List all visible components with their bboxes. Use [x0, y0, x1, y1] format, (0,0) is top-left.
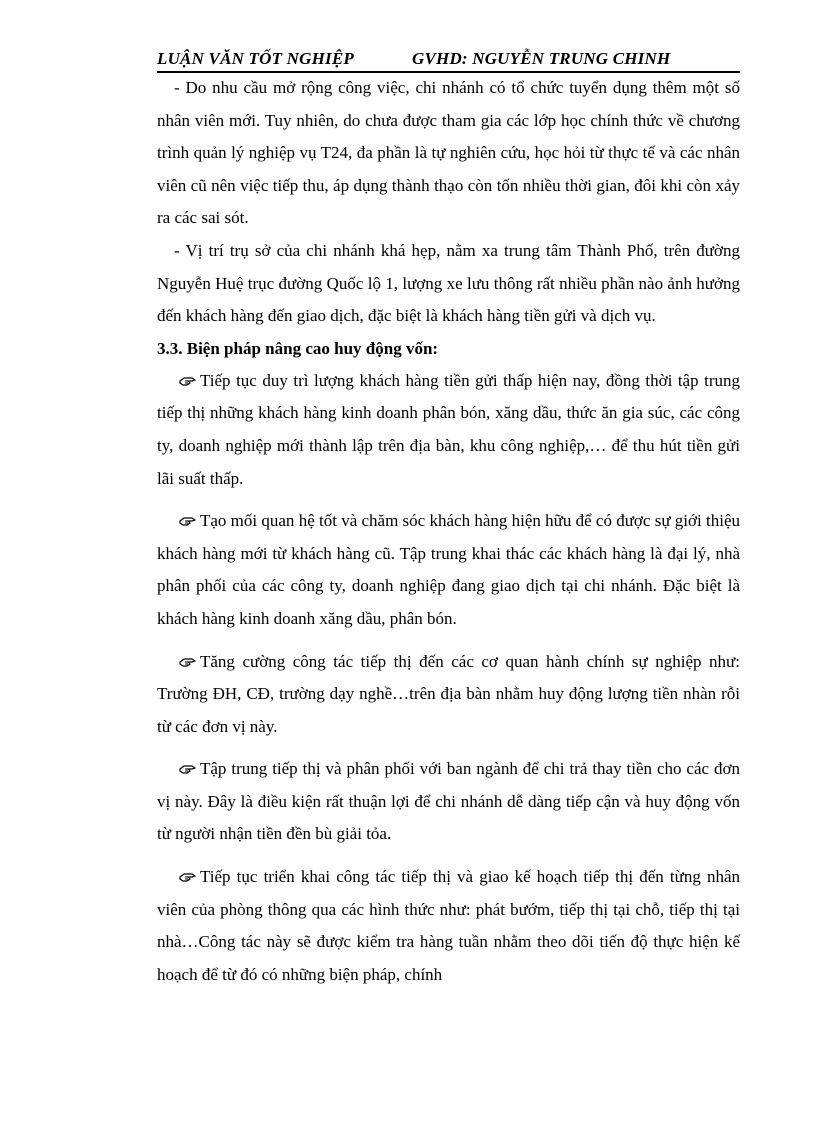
- header-thesis-title: LUẬN VĂN TỐT NGHIỆP: [157, 49, 354, 68]
- bullet-text: Tạo mối quan hệ tốt và chăm sóc khách hàng hiện hữu để có được sự giới thiệu khách hàng mới từ khách hàng cũ. Tập trung khai thác các khách hàng là đại lý, nhà phân phối của các công ty, doanh nghiệp đang giao dịch tại chi nhánh. Đặc biệt là khách hàng kinh doanh xăng dầu, phân bón.: [157, 511, 740, 628]
- pointing-hand-icon: [179, 871, 196, 883]
- document-body: [157, 72, 740, 1001]
- paragraph-staffing: - Do nhu cầu mở rộng công việc, chi nhánh có tổ chức tuyển dụng thêm một số nhân viên mới. Tuy nhiên, do chưa được tham gia các lớp học chính thức về chương trình quản lý nghiệp vụ T24, đa phần là tự nghiên cứu, học hỏi từ thực tế và các nhân viên cũ nên việc tiếp thu, áp dụng thành thạo còn tốn nhiều thời gian, đôi khi còn xảy ra các sai sót.: [157, 78, 740, 228]
- bullet-text: Tiếp tục triển khai công tác tiếp thị và giao kế hoạch tiếp thị đến từng nhân viên của phòng thông qua các hình thức như: phát bướm, tiếp thị tại chỗ, tiếp thị tại nhà…Công tác này sẽ được kiểm tra hàng tuần nhằm theo dõi tiến độ thực hiện kế hoạch để từ đó có những biện pháp, chính: [157, 867, 740, 984]
- bullet-item: [157, 646, 740, 744]
- pointing-hand-icon: [179, 375, 196, 387]
- bullet-item: [157, 505, 740, 635]
- bullet-item: [157, 753, 740, 851]
- bullet-item: [157, 365, 740, 495]
- page-header: [157, 47, 740, 73]
- bullet-text: Tập trung tiếp thị và phân phối với ban ngành để chi trả thay tiền cho các đơn vị này. Đây là điều kiện rất thuận lợi để chi nhánh dễ dàng tiếp cận và huy động vốn từ người nhận tiền đền bù giải tỏa.: [157, 759, 740, 844]
- pointing-hand-icon: [179, 515, 196, 527]
- pointing-hand-icon: [179, 656, 196, 668]
- bullet-text: Tăng cường công tác tiếp thị đến các cơ quan hành chính sự nghiệp như: Trường ĐH, CĐ, trường dạy nghề…trên địa bàn nhằm huy động lượng tiền nhàn rỗi từ các đơn vị này.: [157, 651, 740, 736]
- pointing-hand-icon: [179, 763, 196, 775]
- bullet-item: [157, 861, 740, 991]
- bullet-text: Tiếp tục duy trì lượng khách hàng tiền gửi thấp hiện nay, đồng thời tập trung tiếp thị những khách hàng kinh doanh phân bón, xăng dầu, thức ăn gia súc, các công ty, doanh nghiệp mới thành lập trên địa bàn, khu công nghiệp,… để thu hút tiền gửi lãi suất thấp.: [157, 370, 740, 488]
- header-advisor: GVHD: NGUYỄN TRUNG CHINH: [412, 49, 671, 68]
- paragraph-location: - Vị trí trụ sở của chi nhánh khá hẹp, nằm xa trung tâm Thành Phố, trên đường Nguyễn Huệ trục đường Quốc lộ 1, lượng xe lưu thông rất nhiều phần nào ảnh hưởng đến khách hàng đến giao dịch, đặc biệt là khách hàng tiền gửi và dịch vụ.: [157, 240, 740, 326]
- section-heading: 3.3. Biện pháp nâng cao huy động vốn:: [157, 338, 439, 358]
